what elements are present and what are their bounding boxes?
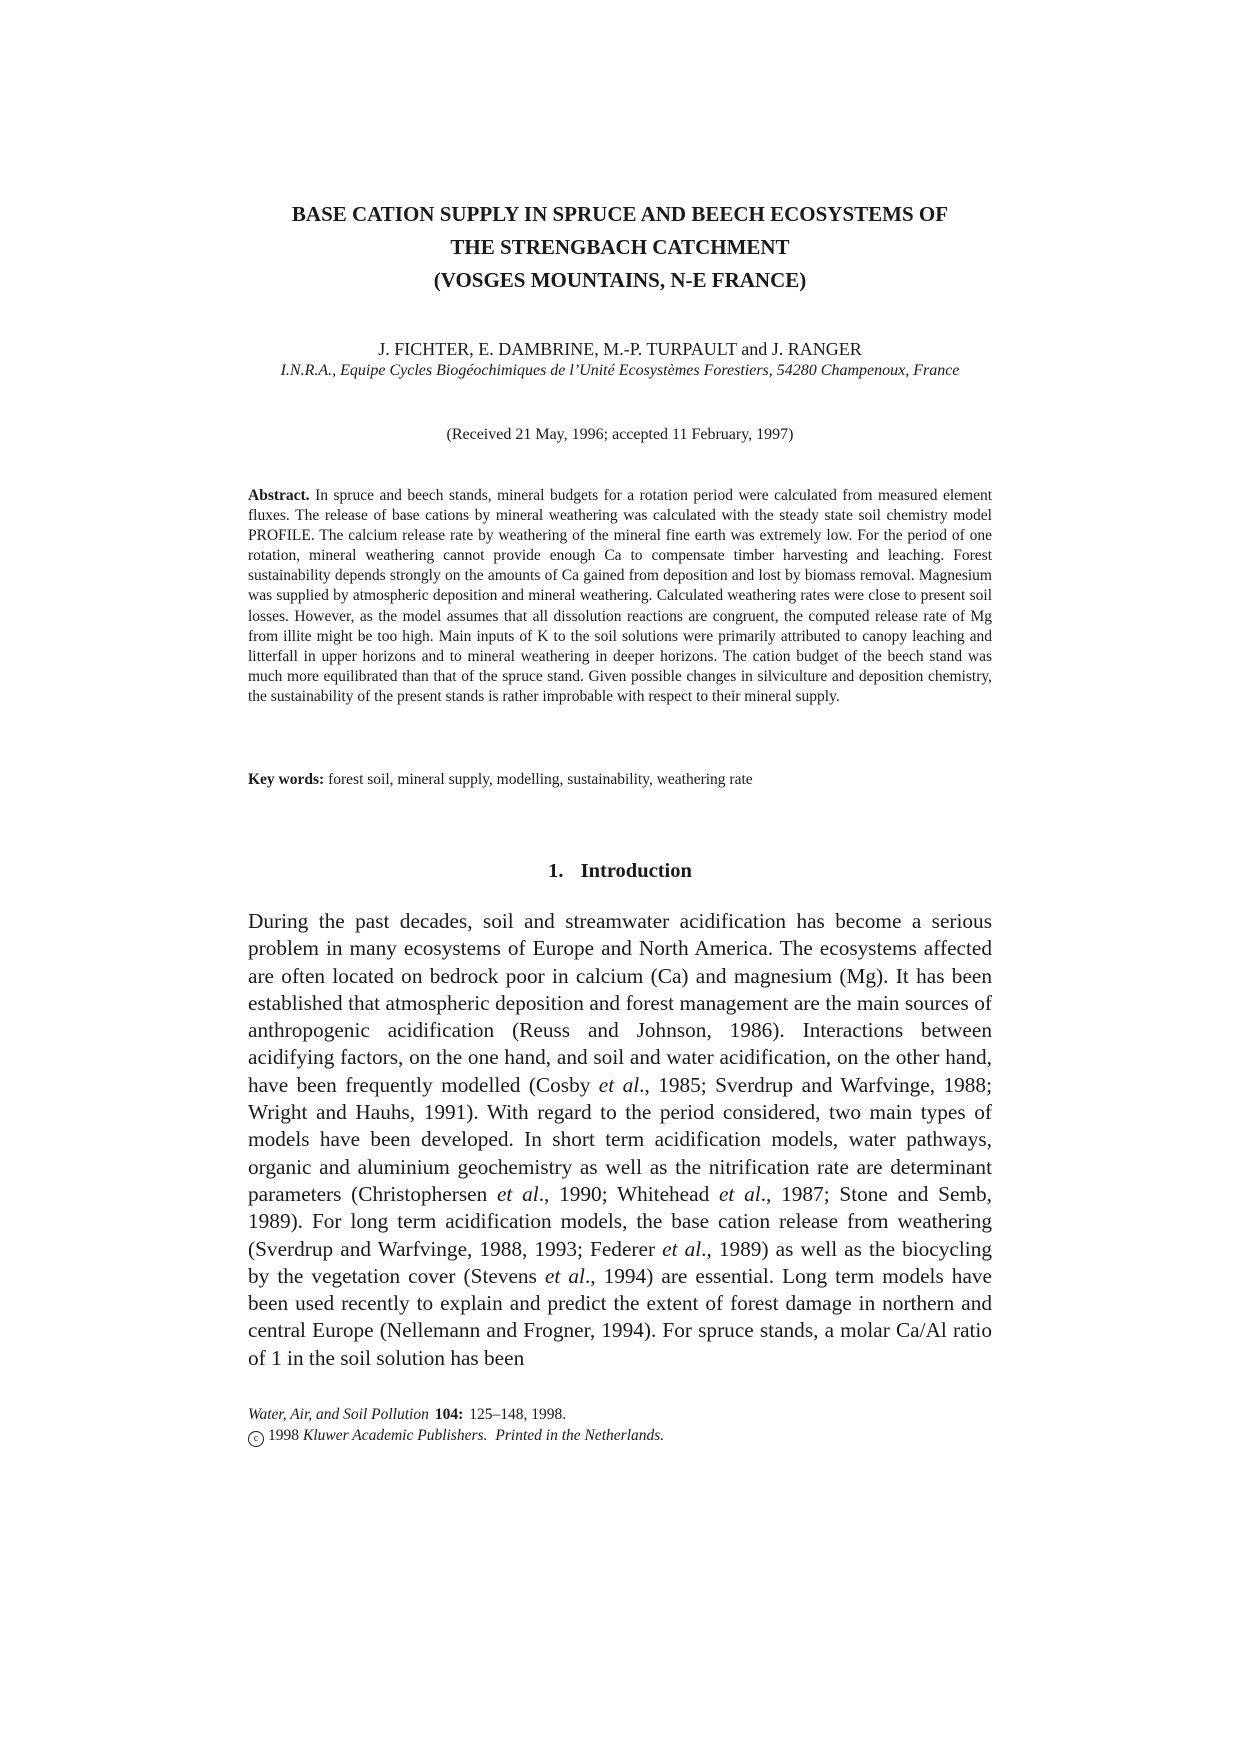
abstract [248,486,992,707]
journal-volume: 104: [434,1406,464,1423]
body-citation-italic: et al [598,1072,640,1097]
body-text-segment: ., 1989) as well as the biocycling by the vegetation cover (Stevens [248,1236,992,1288]
body-citation-italic: et al [718,1181,761,1206]
abstract-text: In spruce and beech stands, mineral budgets for a rotation period were calculated from measured element fluxes. The release of base cations by mineral weathering was calculated with the steady state soil chemistry model PROFILE. The calcium release rate by weathering of the mineral fine earth was extremely low. For the period of one rotation, mineral weathering cannot provide enough Ca to compensate timber harvesting and leaching. Forest sustainability depends strongly on the amounts of Ca gained from deposition and lost by biomass removal. Magnesium was supplied by atmospheric deposition and mineral weathering. Calculated weathering rates were close to present soil losses. However, as the model assumes that all dissolution reactions are congruent, the computed release rate of Mg from illite might be too high. Main inputs of K to the soil solutions were primarily attributed to canopy leaching and litterfall in upper horizons and to mineral weathering in deeper horizons. The cation budget of the beech stand was much more equilibrated than that of the spruce stand. Given possible changes in silviculture and deposition chemistry, the sustainability of the present stands is rather improbable with respect to their mineral supply. [248,487,993,705]
title-line-1: BASE CATION SUPPLY IN SPRUCE AND BEECH ECOSYSTEMS OF [291,202,949,226]
journal-pages: 125–148, 1998. [469,1406,567,1423]
copyright-year: 1998 [268,1427,299,1444]
paper-title [200,198,1040,297]
body-text-segment: ., 1985; Sverdrup and Warfvinge, 1988; Wright and Hauhs, 1991). With regard to the period considered, two main types of models have been developed. In short term acidification models, water pathways, organic and aluminium geochemistry as well as the nitrification rate are determinant parameters (Christophersen [248,1072,992,1206]
publisher-name: Kluwer Academic Publishers. [303,1427,488,1444]
copyright-line [248,1425,992,1447]
author-list: J. FICHTER, E. DAMBRINE, M.-P. TURPAULT and J. RANGER [378,339,862,359]
body-text-segment: ., 1990; Whitehead [538,1181,719,1206]
title-line-3: (VOSGES MOUNTAINS, N-E FRANCE) [433,268,807,292]
abstract-label: Abstract. [248,487,310,504]
body-citation-italic: et al [544,1263,585,1288]
printed-location: Printed in the Netherlands. [495,1427,665,1444]
received-dates: (Received 21 May, 1996; accepted 11 February, 1997) [446,426,794,443]
section-heading [200,858,1040,884]
introduction-paragraph [248,908,992,1372]
body-text-segment: ., 1994) are essential. Long term models have been used recently to explain and predict the extent of forest damage in northern and central Europe (Nellemann and Frogner, 1994). For spruce stands, a molar Ca/Al ratio of 1 in the soil solution has been [248,1263,993,1370]
section-title: Introduction [580,860,692,882]
keywords [248,770,992,790]
body-text-segment: During the past decades, soil and streamwater acidification has become a serious problem in many ecosystems of Europe and North America. The ecosystems affected are often located on bedrock poor in calcium (Ca) and magnesium (Mg). It has been established that atmospheric deposition and forest management are the main sources of anthropogenic acidification (Reuss and Johnson, 1986). Interactions between acidifying factors, on the one hand, and soil and water acidification, on the other hand, have been frequently modelled (Cosby [248,909,992,1097]
journal-citation [248,1404,992,1425]
body-citation-italic: et al [662,1236,702,1261]
author-affiliation: I.N.R.A., Equipe Cycles Biogéochimiques de l’Unité Ecosystèmes Forestiers, 54280 Champenoux, France [280,362,960,379]
page-footer [248,1404,992,1447]
section-number: 1. [548,860,564,882]
body-text-segment: ., 1987; Stone and Semb, 1989). For long term acidification models, the base cation release from weathering (Sverdrup and Warfvinge, 1988, 1993; Federer [248,1181,992,1261]
journal-name: Water, Air, and Soil Pollution [248,1406,429,1423]
keywords-text: forest soil, mineral supply, modelling, sustainability, weathering rate [328,771,753,788]
body-citation-italic: et al [496,1181,539,1206]
title-line-2: THE STRENGBACH CATCHMENT [450,235,790,259]
copyright-icon [248,1431,264,1447]
keywords-label: Key words: [248,771,325,788]
